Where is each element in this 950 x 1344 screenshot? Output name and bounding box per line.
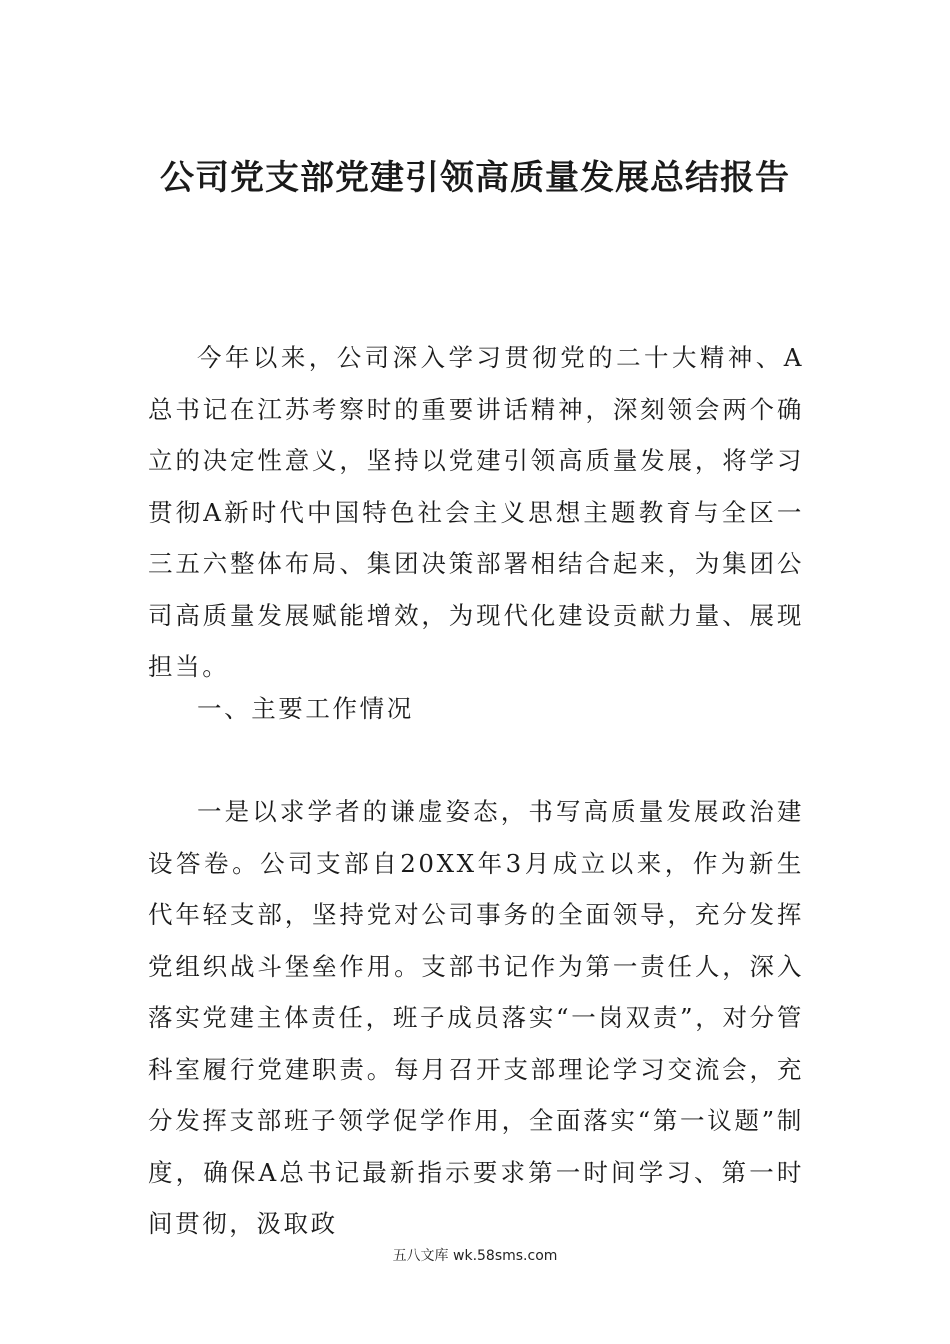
footer-watermark: 五八文库 wk.58sms.com — [392, 1248, 558, 1264]
body-paragraph: 一是以求学者的谦虚姿态，书写高质量发展政治建设答卷。公司支部自20XX年3月成立以来，作为新生代年轻支部，坚持党对公司事务的全面领导，充分发挥党组织战斗堡垒作用。支部书记作为第一责任人，深入落实党建主体责任，班子成员落实“一岗双责”，对分管科室履行党建职责。每月召开支部理论学习交流会，充分发挥支部班子领学促学作用，全面落实“第一议题”制度，确保A总书记最新指示要求第一时间学习、第一时间贯彻，汲取政 — [148, 797, 804, 1238]
intro-paragraph: 今年以来，公司深入学习贯彻党的二十大精神、A总书记在江苏考察时的重要讲话精神，深刻领会两个确立的决定性意义，坚持以党建引领高质量发展，将学习贯彻A新时代中国特色社会主义思想主题教育与全区一三五六整体布局、集团决策部署相结合起来，为集团公司高质量发展赋能增效，为现代化建设贡献力量、展现担当。 — [148, 343, 804, 681]
document-title: 公司党支部党建引领高质量发展总结报告 — [160, 158, 790, 198]
section-heading: 一、主要工作情况 — [197, 694, 414, 723]
